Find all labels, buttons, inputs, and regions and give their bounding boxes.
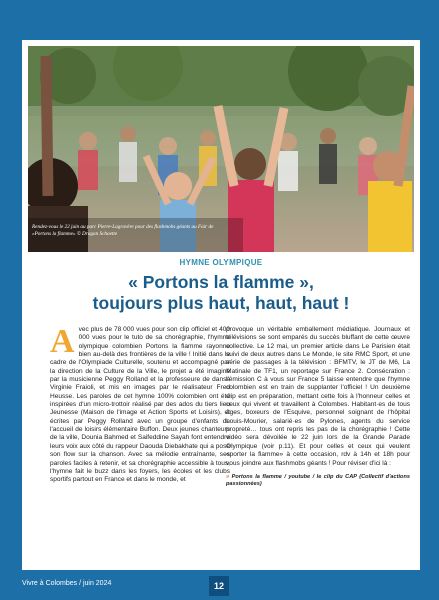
title-line-1: « Portons la flamme »,: [128, 272, 314, 292]
title-line-2: toujours plus haut, haut, haut !: [92, 293, 350, 313]
article-column-left: [50, 323, 230, 485]
magazine-issue: Vivre à Colombes / juin 2024: [22, 580, 112, 587]
right-column-text: provoque un véritable emballement médiatique. Journaux et télévisions se sont emparés du succès bluffant de cette œuvre collective. Le 12 mai, un premier article dans Le Parisien était suivi de deux autres dans Le Monde, le site RMC Sport, et une série de passages à la télévision : BFMTV, le JT de M6, La Matinale de TF1, un reportage sur France 2. Consécration : l'émission C à vous sur France 5 laisse entendre que l'hymne colombien est en train de supplanter l'officiel ! Un deuxième clip est en préparation, mettant cette fois à l'honneur celles et ceux qui vivent et travaillent à Colombes. Habitant·es de tous âges, boxeurs de l'Esquive, personnel soignant de l'hôpital Louis-Mourier, salarié·es de Pylones, agents du service propreté… tous ont repris les pas de la chorégraphie ! Cette vidéo sera dévoilée le 22 juin lors de la Grande Parade Olympique (voir p.11). Et pour celles et ceux qui veulent «porter la flamme» à cette occasion, rdv à 14h et 18h pour vous joindre aux flashmobs géants ! Pour réviser d'ici là :: [226, 326, 410, 467]
page-footer: [0, 574, 439, 600]
photo-caption: Rendez-vous le 22 juin au parc Pierre-Lagravère pour des flashmobs géants au Fair de «Portons la flamme» © Dragan Schoette: [32, 224, 214, 237]
article-column-right: [226, 326, 410, 488]
arrow-icon: »: [226, 473, 230, 480]
crowd-photo: [28, 46, 414, 252]
left-column-text: vec plus de 78 000 vues pour son clip officiel et 400 000 vues pour le tuto de sa chorégraphie, l'hymne olympique colombien Portons la flamme rayonne bien au-delà des frontières de la ville ! Initié dans le cadre de l'Olympiade Culturelle, soutenu et accompagné par la direction de la Culture de la Ville, le projet a été imaginé par la musicienne Peggy Rolland et la professeure de danse Virginie Fraioli, et mis en images par le réalisateur Fred Heusse. Les paroles de cet hymne 100% colombien ont été inspirées d'un micro-trottoir réalisé par des ados du tiers lieu Jeunesse (Maison de l'image et Action Sports et Loisirs), et écrites par Peggy Rolland avec un groupe d'enfants de l'accueil de loisirs élémentaire Buffon. Deux jeunes chanteurs de la ville, Dounia Bahmed et Saifeddine Sayah font entendre leurs voix aux côté du rappeur Daouda Diebakhate qui a posé son flow sur la chanson. Avec sa mélodie entraînante, ses paroles faciles à retenir, et sa chorégraphie accessible à tous, l'hymne fait le buzz dans les foyers, les écoles et les clubs sportifs partout en France et dans le monde, et: [50, 326, 230, 484]
video-credit[interactable]: [226, 474, 410, 488]
drop-cap: A: [50, 323, 75, 360]
article-title: [22, 272, 420, 314]
page-number: 12: [209, 576, 229, 596]
credit-text: Portons la flamme / youtube / le clip du CAP (Collectif d'actions passionnées): [226, 473, 410, 487]
article-page: [22, 40, 420, 570]
section-kicker: HYMNE OLYMPIQUE: [179, 258, 263, 267]
crowd-illustration: [28, 46, 414, 252]
